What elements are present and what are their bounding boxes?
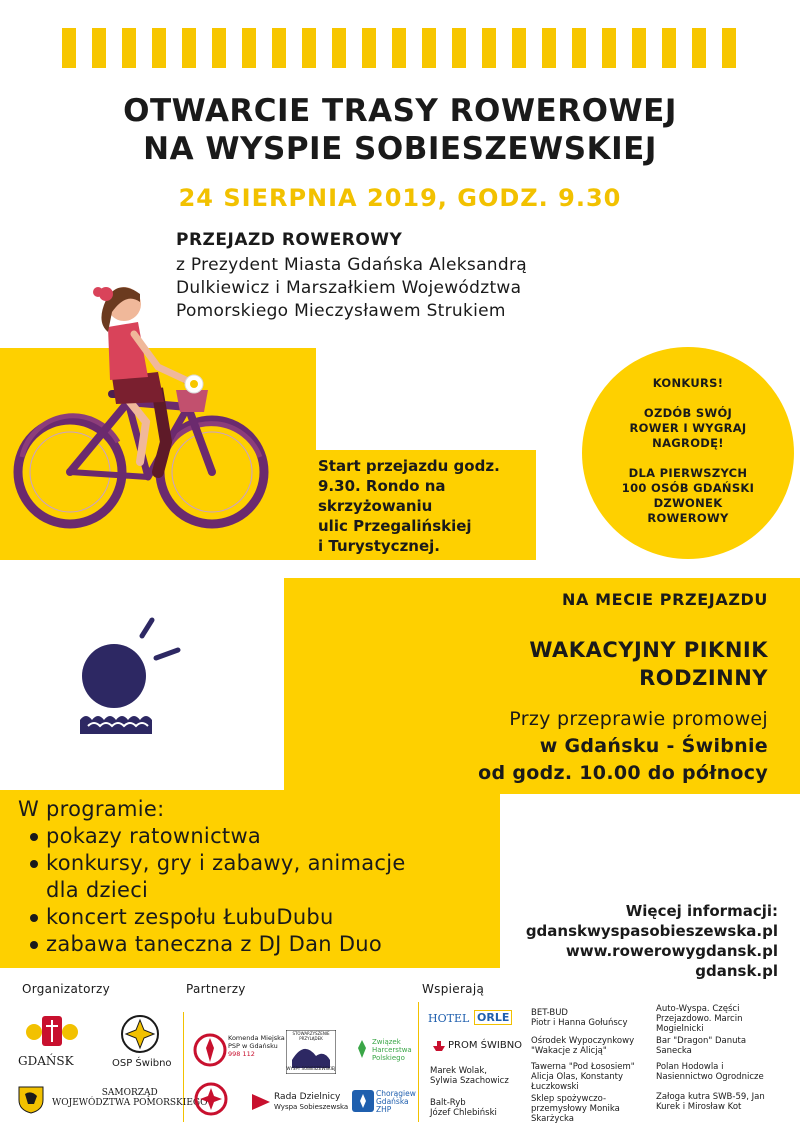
program-item: zabawa taneczna z DJ Dan Duo [18, 931, 406, 958]
ride-heading: PRZEJAZD ROWEROWY [176, 230, 403, 250]
supporter-line: Józef Chlebiński [430, 1108, 497, 1118]
ride-line: z Prezydent Miasta Gdańska Aleksandrą [176, 255, 527, 275]
hotel-logo-text: HOTEL [428, 1012, 470, 1025]
przyladek-logo-text-bottom: WYSPY SOBIESZEWSKIEJ [286, 1066, 336, 1071]
supporter-entry [531, 1094, 620, 1124]
psp-logo-text [228, 1034, 285, 1058]
start-line: 9.30. Rondo na [318, 477, 446, 495]
picnic-title [529, 636, 768, 692]
choragiew-logo-icon [352, 1090, 374, 1112]
ride-line: Pomorskiego Mieczysławem Strukiem [176, 301, 506, 321]
contest-text [586, 376, 790, 526]
psp-logo-icon [192, 1030, 228, 1070]
supporter-line: Piotr i Hanna Gołuńscy [531, 1018, 628, 1028]
contest-line: DLA PIERWSZYCH [628, 466, 748, 480]
supporter-entry [656, 1092, 765, 1112]
supporter-entry [656, 1036, 746, 1056]
red-cross-icon [194, 1082, 228, 1116]
choragiew-line: Chorągiew [376, 1089, 416, 1098]
choragiew-logo-text [376, 1090, 416, 1114]
supporter-line: Przejazdowo. Marcin [656, 1014, 743, 1024]
prom-logo-icon [432, 1040, 446, 1052]
pomorskie-crest-icon [16, 1084, 46, 1114]
title-line-2: NA WYSPIE SOBIESZEWSKIEJ [143, 131, 657, 167]
rada-line: Wyspa Sobieszewska [274, 1103, 349, 1111]
psp-line: 998 112 [228, 1050, 255, 1058]
cyclist-illustration [8, 272, 280, 562]
more-info [526, 901, 778, 981]
finish-heading: NA MECIE PRZEJAZDU [562, 590, 768, 609]
samorzad-logo-text [52, 1088, 207, 1108]
contest-line: NAGRODĘ! [652, 436, 724, 450]
location-line-1: Przy przeprawie promowej [509, 708, 768, 730]
contest-line: KONKURS! [652, 376, 724, 390]
prom-logo-text: PROM ŚWIBNO [448, 1040, 523, 1051]
contest-line: ROWER I WYGRAJ [629, 421, 747, 435]
choragiew-line: Gdańska [376, 1097, 409, 1106]
contest-line: DZWONEK [653, 496, 723, 510]
supporter-line: Łuczkowski [531, 1082, 579, 1092]
location-line-2: w Gdańsku - Świbnie [539, 735, 768, 757]
header-stripes [62, 28, 738, 68]
organizers-label: Organizatorzy [22, 982, 111, 996]
przyladek-line: STOWARZYSZENIE [292, 1031, 330, 1036]
supporter-line: Auto-Wyspa. Części [656, 1004, 740, 1014]
zhp-logo-text [372, 1038, 412, 1062]
supporters-label: Wspierają [422, 982, 485, 996]
supporter-line: Sklep spożywczo- [531, 1094, 607, 1104]
zhp-line: Związek [372, 1038, 401, 1046]
contest-line: ROWEROWY [647, 511, 729, 525]
info-link[interactable]: gdanskwyspasobieszewska.pl [525, 922, 778, 940]
supporter-entry [531, 1036, 634, 1056]
supporter-entry [656, 1004, 742, 1034]
supporter-line: przemysłowy Monika [531, 1104, 620, 1114]
zhp-line: Harcerstwa [372, 1046, 412, 1054]
contest-line: OZDÓB SWÓJ [643, 406, 733, 420]
picnic-line-1: WAKACYJNY PIKNIK [529, 638, 768, 662]
program-item-continuation: dla dzieci [46, 878, 149, 902]
supporter-line: Balt-Ryb [430, 1098, 466, 1108]
psp-line: PSP w Gdańsku [228, 1042, 278, 1050]
samorzad-line: WOJEWÓDZTWA POMORSKIEGO [52, 1098, 208, 1108]
psp-line: Komenda Miejska [228, 1034, 285, 1042]
start-line: skrzyżowaniu [318, 497, 433, 515]
supporter-line: Sylwia Szachowicz [430, 1076, 509, 1086]
program-item: pokazy ratownictwa [18, 823, 406, 850]
supporter-line: Nasiennictwo Ogrodnicze [656, 1072, 764, 1082]
start-line: i Turystycznej. [318, 537, 440, 555]
rada-logo-icon [250, 1090, 272, 1114]
supporter-line: Kurek i Mirosław Kot [656, 1102, 742, 1112]
page-title [0, 92, 800, 168]
supporter-line: Alicja Olas, Konstanty [531, 1072, 624, 1082]
gdansk-crest-icon [24, 1012, 80, 1052]
przyladek-line: PRZYLĄDEK [299, 1036, 323, 1041]
start-info [318, 456, 538, 556]
title-line-1: OTWARCIE TRASY ROWEROWEJ [123, 93, 677, 129]
start-line: ulic Przegalińskiej [318, 517, 472, 535]
info-link[interactable]: www.rowerowygdansk.pl [565, 942, 778, 960]
osp-logo-icon [120, 1014, 160, 1054]
supporter-entry [656, 1062, 764, 1082]
supporter-line: Sanecka [656, 1046, 692, 1056]
supporter-line: Bar "Dragon" Danuta [656, 1036, 747, 1046]
info-heading: Więcej informacji: [625, 902, 778, 920]
location-line-3: od godz. 10.00 do północy [478, 762, 768, 784]
supporter-entry [430, 1066, 509, 1086]
start-line: Start przejazdu godz. [318, 457, 500, 475]
supporter-line: BET-BUD [531, 1008, 568, 1018]
picnic-location [478, 706, 768, 787]
zhp-line: Polskiego [372, 1054, 405, 1062]
program-heading: W programie: [18, 797, 165, 821]
ride-line: Dulkiewicz i Marszałkiem Województwa [176, 278, 522, 298]
event-date: 24 SIERPNIA 2019, GODZ. 9.30 [178, 184, 622, 212]
zhp-lily-icon [352, 1038, 372, 1060]
choragiew-line: ZHP [376, 1105, 392, 1114]
supporter-line: Załoga kutra SWB-59, Jan [656, 1092, 765, 1102]
supporter-entry [531, 1008, 628, 1028]
supporter-entry [430, 1098, 497, 1118]
osp-logo-text: OSP Świbno [112, 1058, 172, 1069]
orle-logo-text: ORLE [474, 1010, 512, 1025]
sunset-icon [78, 616, 188, 740]
supporter-line: Mogielnicki [656, 1024, 704, 1034]
samorzad-line: SAMORZĄD [101, 1088, 158, 1098]
picnic-line-2: RODZINNY [639, 666, 768, 690]
supporter-line: Tawerna "Pod Łososiem" [531, 1062, 635, 1072]
partners-label: Partnerzy [186, 982, 246, 996]
contest-line: 100 OSÓB GDAŃSKI [621, 481, 755, 495]
rada-logo-text [274, 1092, 348, 1112]
program-item: konkursy, gry i zabawy, animacje [18, 850, 406, 877]
przyladek-logo-text [286, 1031, 336, 1041]
supporter-line: Marek Wolak, [430, 1066, 488, 1076]
supporter-line: "Wakacje z Alicją" [531, 1046, 607, 1056]
supporter-line: Polan Hodowla i [656, 1062, 724, 1072]
program-item: koncert zespołu ŁubuDubu [18, 904, 406, 931]
supporter-line: Ośrodek Wypoczynkowy [531, 1036, 635, 1046]
footer-divider [418, 1002, 419, 1122]
supporter-entry [531, 1062, 635, 1092]
info-link[interactable]: gdansk.pl [695, 962, 778, 980]
program-list [18, 796, 406, 958]
rada-line: Rada Dzielnicy [274, 1092, 341, 1102]
supporter-line: Skarżycka [531, 1114, 575, 1124]
gdansk-logo-text: GDAŃSK [18, 1054, 74, 1068]
